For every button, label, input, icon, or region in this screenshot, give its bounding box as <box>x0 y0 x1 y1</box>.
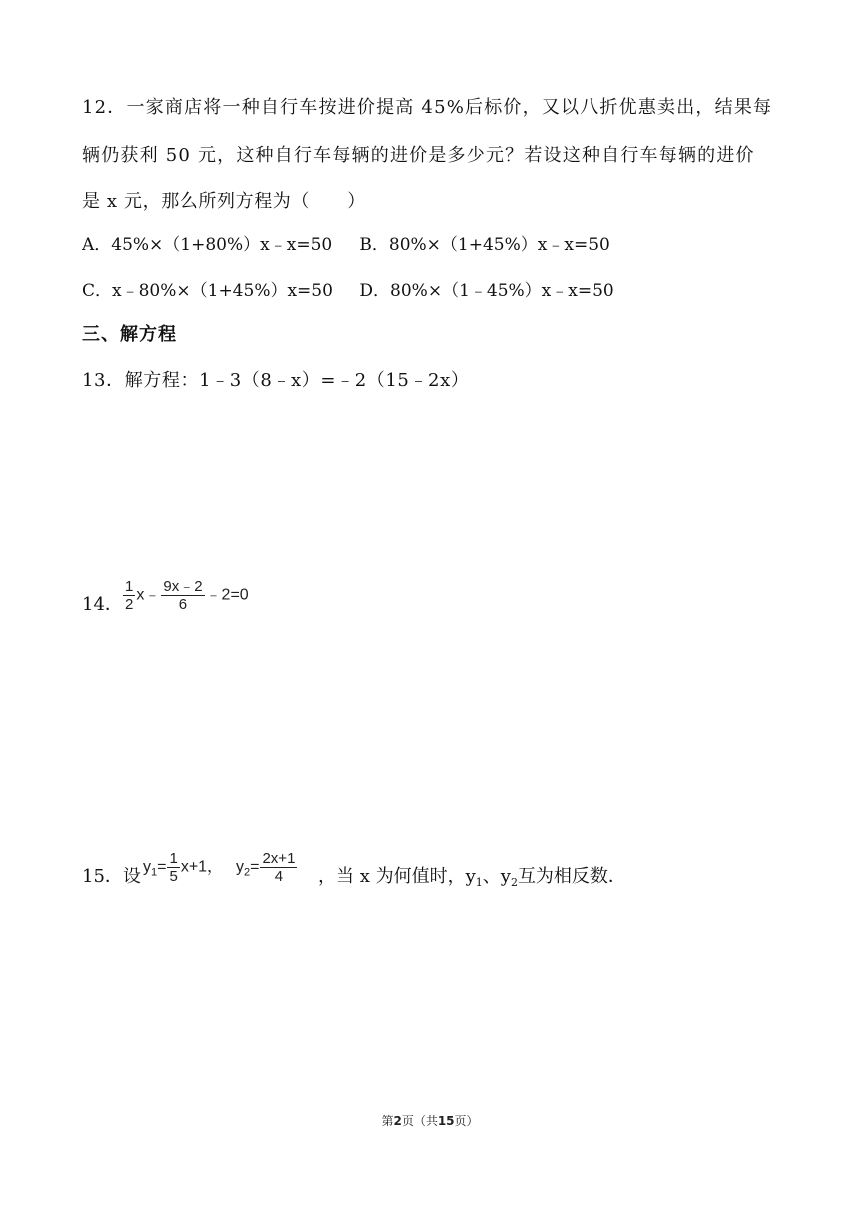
section-title: 三、解方程 <box>82 324 177 345</box>
q14-number: 14． <box>82 594 123 615</box>
q15-tail-c: 互为相反数． <box>517 866 626 887</box>
y2-fraction <box>260 850 297 885</box>
y2-sub: 2 <box>244 866 251 879</box>
question-13: 13．解方程：1﹣3（8﹣x）=﹣2（15﹣2x） <box>82 370 470 391</box>
q12-line-2: 辆仍获利 50 元，这种自行车每辆的进价是多少元？若设这种自行车每辆的进价 <box>82 145 755 166</box>
q14-mid: x﹣ <box>136 586 161 604</box>
option-a: A．45%×（1+80%）x﹣x=50 <box>82 235 333 255</box>
q15-y2-expression <box>236 850 298 885</box>
y2-var: y <box>236 858 244 876</box>
q15-prefix: 15．设 <box>82 866 141 887</box>
fraction-numerator: 1 <box>169 850 178 867</box>
y2-eq: = <box>250 858 260 876</box>
fraction-denominator: 4 <box>274 868 284 885</box>
q12-options-ab <box>82 230 610 255</box>
footer-page-number: 2 <box>393 1114 402 1128</box>
fraction-numerator: 9x﹣2 <box>163 578 203 595</box>
fraction-denominator: 5 <box>169 868 178 885</box>
y1-tail: x+1， <box>180 858 224 876</box>
fraction-numerator: 1 <box>125 578 134 595</box>
y1-var: y <box>143 858 151 876</box>
option-c: C．x﹣80%×（1+45%）x=50 <box>82 281 333 301</box>
y1-sub: 1 <box>151 866 158 879</box>
footer-mid: 页（共 <box>401 1114 438 1128</box>
option-b: B．80%×（1+45%）x﹣x=50 <box>359 235 610 255</box>
footer-post: 页） <box>454 1114 479 1128</box>
fraction-denominator: 2 <box>125 596 134 613</box>
q15-tail-sub1: 1 <box>475 876 483 889</box>
q12-options-cd <box>82 276 614 301</box>
fraction-denominator: 6 <box>178 596 188 613</box>
q15-tail-b: 、y <box>482 866 511 887</box>
y1-fraction <box>167 850 179 885</box>
option-d: D．80%×（1﹣45%）x﹣x=50 <box>359 281 614 301</box>
footer-total-pages: 15 <box>437 1114 455 1128</box>
fraction-numerator: 2x+1 <box>262 850 296 867</box>
q14-fraction-1 <box>123 578 135 613</box>
q14-equation <box>122 578 249 613</box>
q14-tail: ﹣2=0 <box>205 586 249 604</box>
q14-fraction-2 <box>161 578 204 613</box>
q12-line-3: 是 x 元，那么所列方程为（ ） <box>82 191 366 212</box>
footer-pre: 第 <box>381 1114 394 1128</box>
q12-line-1: 12．一家商店将一种自行车按进价提高 45%后标价，又以八折优惠卖出，结果每 <box>82 97 773 118</box>
q15-tail-a: ，当 x 为何值时，y <box>318 866 476 887</box>
q15-tail <box>318 862 626 889</box>
q15-y1-expression <box>143 850 223 885</box>
y1-eq: = <box>157 858 167 876</box>
q15-tail-sub2: 2 <box>510 876 518 889</box>
page-footer <box>0 1112 860 1129</box>
